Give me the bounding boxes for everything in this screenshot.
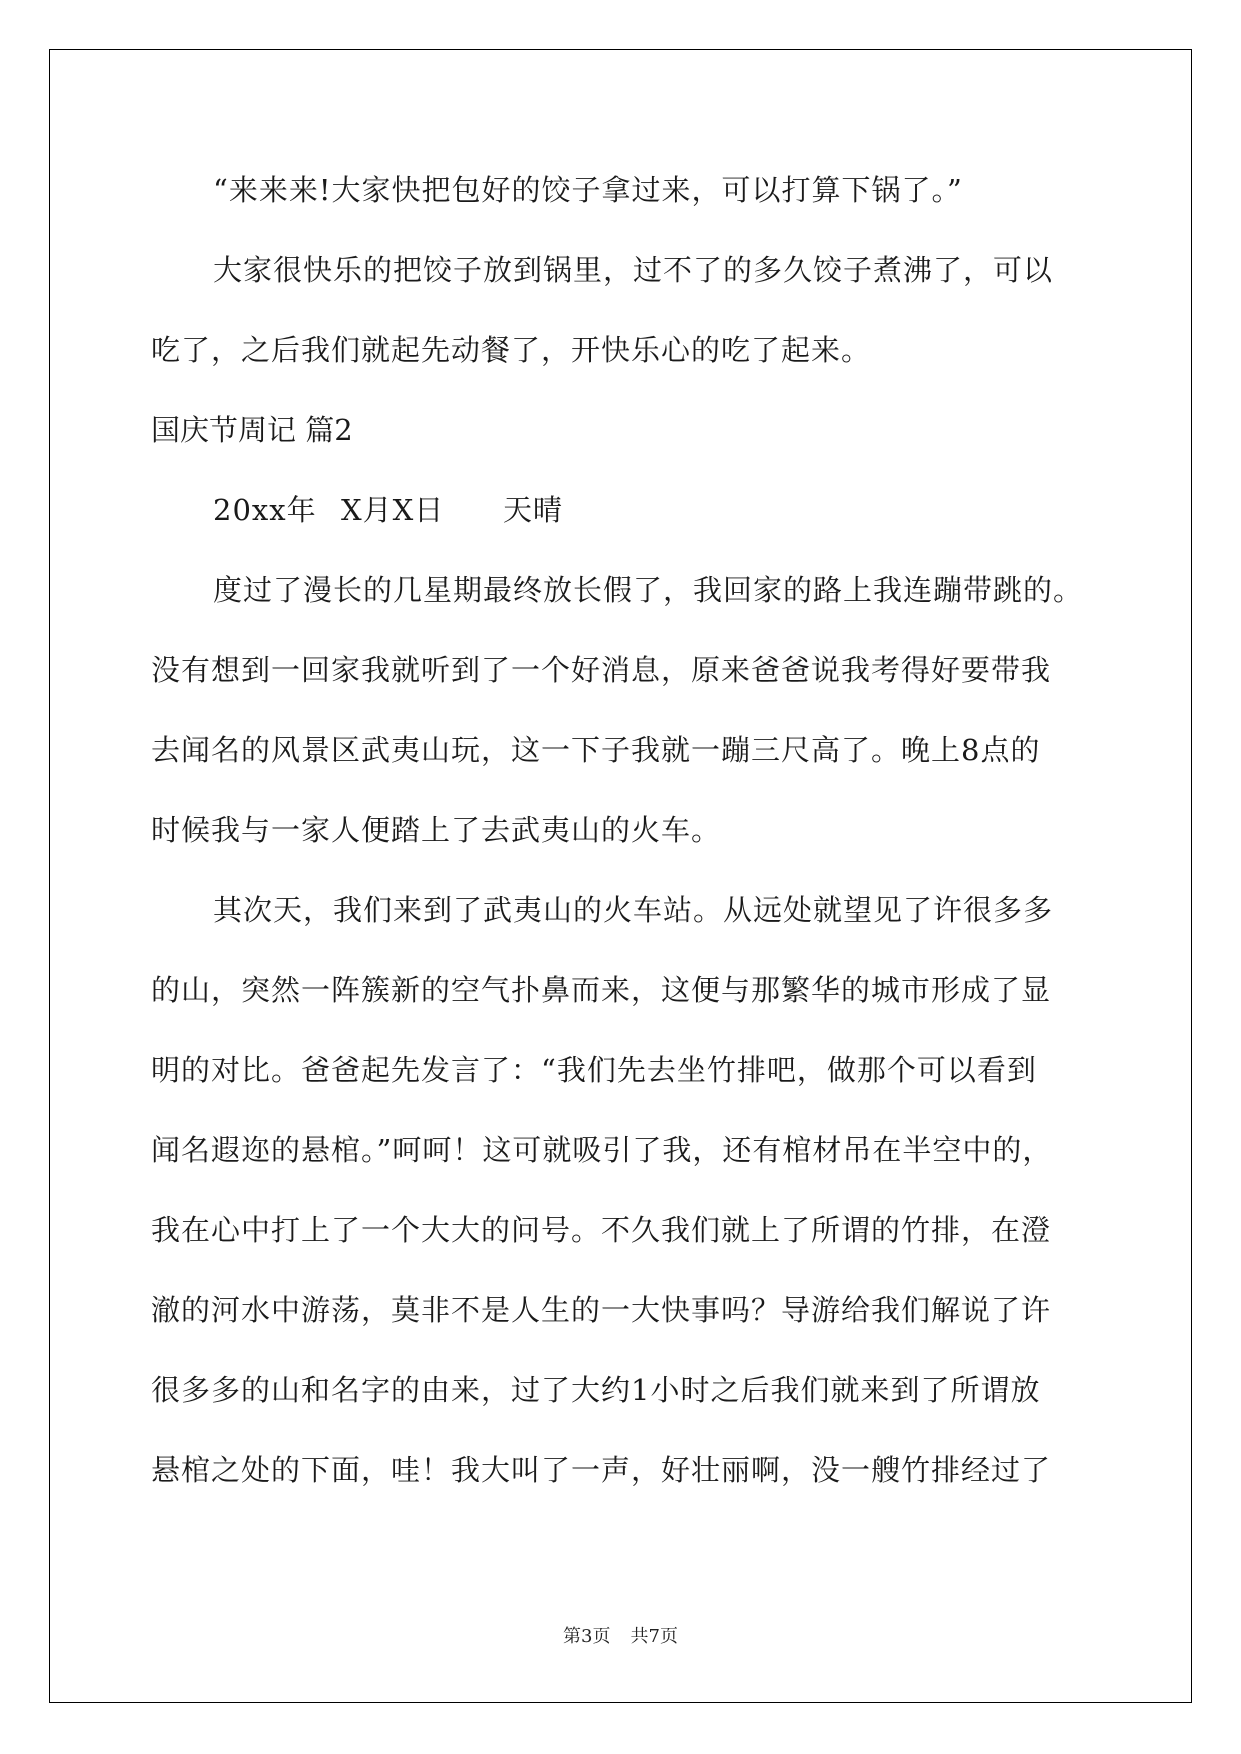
paragraph-1-line-1: “来来来!大家快把包好的饺子拿过来，可以打算下锅了。” <box>213 173 963 207</box>
page-total: 共7页 <box>630 1626 678 1647</box>
date-year: 20xx年 <box>213 493 317 527</box>
paragraph-4-line-5: 我在心中打上了一个大大的问号。不久我们就上了所谓的竹排，在澄 <box>151 1213 1052 1247</box>
section-heading: 国庆节周记 篇2 <box>151 413 353 447</box>
paragraph-3-line-3: 去闻名的风景区武夷山玩，这一下子我就一蹦三尺高了。晚上8点的 <box>151 733 1041 767</box>
date-day: X月X日 <box>341 493 445 527</box>
paragraph-2-line-1: 大家很快乐的把饺子放到锅里，过不了的多久饺子煮沸了，可以 <box>213 253 1054 287</box>
document-body <box>151 150 1091 1510</box>
paragraph-4-line-3: 明的对比。爸爸起先发言了：“我们先去坐竹排吧，做那个可以看到 <box>151 1053 1037 1087</box>
paragraph-2-line-2: 吃了，之后我们就起先动餐了，开快乐心的吃了起来。 <box>151 333 872 367</box>
date-line <box>151 470 1091 550</box>
paragraph-3-line-4: 时候我与一家人便踏上了去武夷山的火车。 <box>151 813 722 847</box>
paragraph-4-line-2: 的山，突然一阵簇新的空气扑鼻而来，这便与那繁华的城市形成了显 <box>151 973 1052 1007</box>
weather: 天晴 <box>503 493 564 527</box>
paragraph-3-line-2: 没有想到一回家我就听到了一个好消息，原来爸爸说我考得好要带我 <box>151 653 1052 687</box>
paragraph-4-line-8: 悬棺之处的下面，哇！我大叫了一声，好壮丽啊，没一艘竹排经过了 <box>151 1453 1052 1487</box>
page-footer <box>0 1622 1241 1648</box>
paragraph-4-line-1: 其次天，我们来到了武夷山的火车站。从远处就望见了许很多多 <box>213 893 1054 927</box>
paragraph-4-line-6: 澈的河水中游荡，莫非不是人生的一大快事吗？导游给我们解说了许 <box>151 1293 1052 1327</box>
paragraph-3-line-1: 度过了漫长的几星期最终放长假了，我回家的路上我连蹦带跳的。 <box>213 573 1084 607</box>
page-number: 第3页 <box>563 1626 611 1647</box>
paragraph-4-line-7: 很多多的山和名字的由来，过了大约1小时之后我们就来到了所谓放 <box>151 1373 1041 1407</box>
paragraph-4-line-4: 闻名遐迩的悬棺。”呵呵！这可就吸引了我，还有棺材吊在半空中的， <box>151 1133 1053 1167</box>
